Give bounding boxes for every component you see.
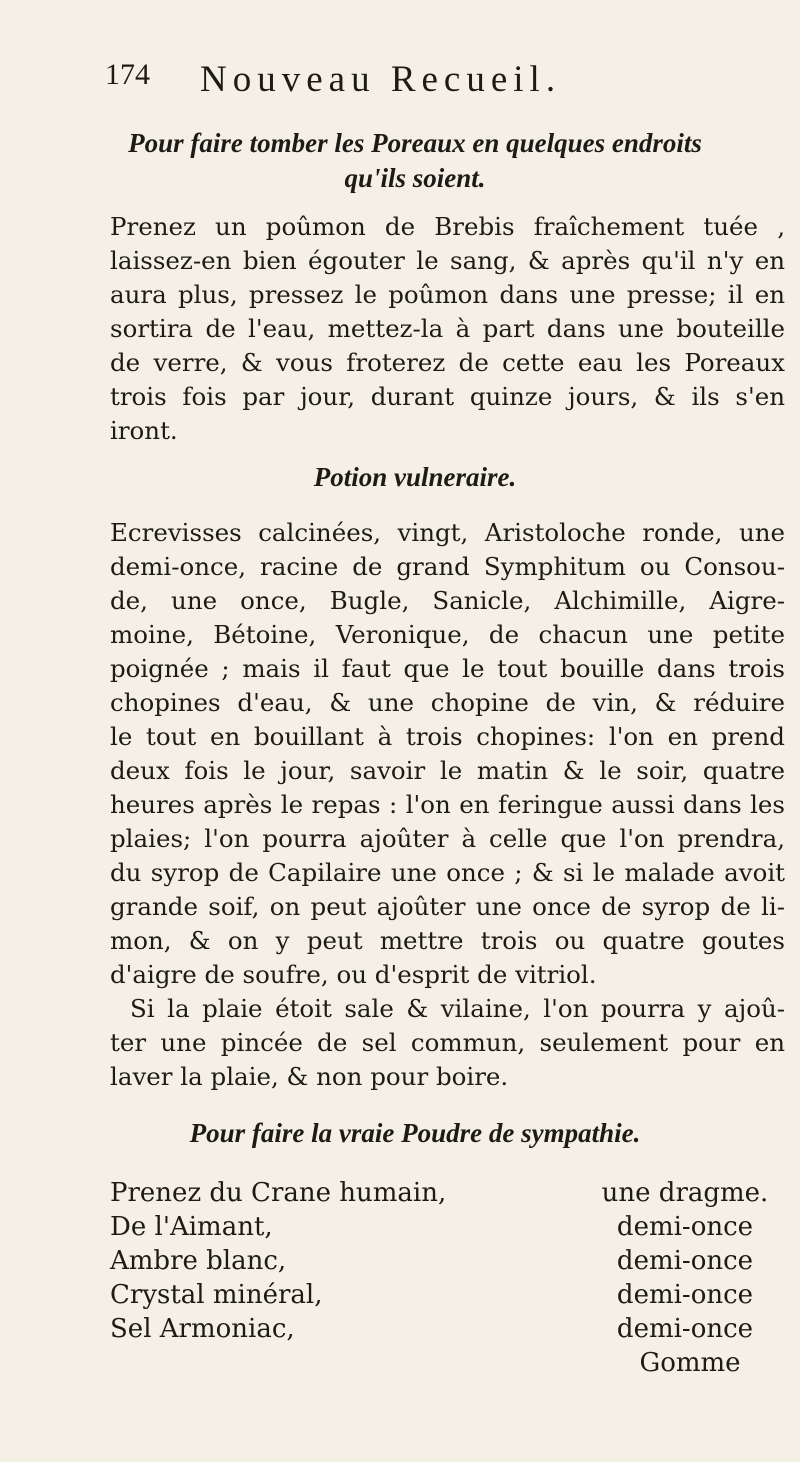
text-line: ter une pincée de sel commun, seulement pour en (110, 1028, 785, 1057)
catchword: Gomme (639, 1348, 741, 1378)
text-line: de, une once, Bugle, Sanicle, Alchimille, Aigre- (110, 586, 785, 615)
text-line: le tout en bouillant à trois chopines: l'on en prend (110, 722, 785, 751)
text-line: iront. (110, 416, 178, 445)
recipe-quantity: demi-once (616, 1314, 754, 1344)
text-line: sortira de l'eau, mettez-la à part dans une bouteille (110, 314, 785, 343)
recipe-row (110, 1314, 790, 1348)
recipe-ingredient: Crystal minéral, (110, 1280, 323, 1310)
recipe-ingredient: Prenez du Crane humain, (110, 1178, 447, 1208)
recipe-quantity: demi-once (616, 1280, 754, 1310)
text-line: Prenez un poûmon de Brebis fraîchement tuée , (110, 212, 785, 241)
page-header (105, 58, 745, 108)
section-heading: qu'ils soient. (344, 163, 486, 193)
text-line: moine, Bétoine, Veronique, de chacun une petite (110, 620, 785, 649)
text-line: poignée ; mais il faut que le tout bouille dans trois (110, 654, 785, 683)
text-line: heures après le repas : l'on en feringue aussi dans les (110, 790, 785, 819)
running-title: Nouveau Recueil. (200, 59, 562, 100)
text-line: demi-once, racine de grand Symphitum ou Consou- (110, 552, 785, 581)
recipe-ingredient: Ambre blanc, (110, 1246, 287, 1276)
text-line: aura plus, pressez le poûmon dans une presse; il en (110, 280, 785, 309)
text-line: mon, & on y peut mettre trois ou quatre goutes (110, 926, 785, 955)
recipe-row (110, 1280, 790, 1314)
text-line: deux fois le jour, savoir le matin & le soir, quatre (110, 756, 785, 785)
section-heading: Pour faire la vraie Poudre de sympathie. (189, 1118, 641, 1148)
text-line: laver la plaie, & non pour boire. (110, 1062, 509, 1091)
recipe-ingredient: Sel Armoniac, (110, 1314, 295, 1344)
recipe-row (110, 1212, 790, 1246)
recipe-quantity: demi-once (616, 1246, 754, 1276)
recipe-row (110, 1178, 790, 1212)
text-line: plaies; l'on pourra ajoûter à celle que l'on prendra, (110, 824, 785, 853)
text-line: laissez-en bien égouter le sang, & après qu'il n'y en (110, 246, 785, 275)
text-line: grande soif, on peut ajoûter une once de syrop de li- (110, 892, 785, 921)
page-number: 174 (105, 58, 150, 91)
text-line: d'aigre de soufre, ou d'esprit de vitriol. (110, 960, 597, 989)
recipe-ingredient: De l'Aimant, (110, 1212, 273, 1242)
text-line: de verre, & vous froterez de cette eau les Poreaux (110, 348, 785, 377)
recipe-quantity: une dragme. (601, 1178, 769, 1208)
section-heading: Pour faire tomber les Poreaux en quelques endroits (128, 128, 702, 158)
text-line: du syrop de Capilaire une once ; & si le malade avoit (110, 858, 785, 887)
text-line: trois fois par jour, durant quinze jours, & ils s'en (110, 382, 785, 411)
text-line: chopines d'eau, & une chopine de vin, & réduire (110, 688, 785, 717)
text-line: Ecrevisses calcinées, vingt, Aristoloche ronde, une (110, 518, 785, 547)
section-heading: Potion vulneraire. (313, 462, 517, 492)
text-line: Si la plaie étoit sale & vilaine, l'on pourra y ajoû- (130, 994, 785, 1023)
recipe-quantity: demi-once (616, 1212, 754, 1242)
recipe-row (110, 1246, 790, 1280)
